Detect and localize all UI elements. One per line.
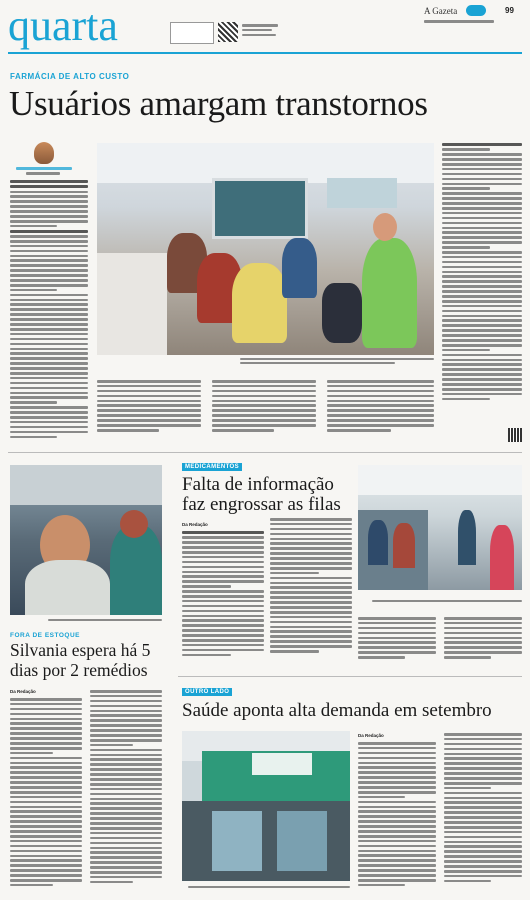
story2-body-col3: [358, 617, 436, 665]
photo-waiting-room-caption: [372, 600, 522, 604]
story3-byline: Da Redação: [10, 689, 36, 694]
section-divider-2: [178, 676, 522, 677]
main-kicker: FARMÁCIA DE ALTO CUSTO: [10, 72, 130, 81]
header-promo-logo: [170, 22, 214, 44]
main-photo-pharmacy-queue: [97, 143, 434, 355]
right-qr-icon: [508, 428, 522, 442]
section-divider-1: [8, 452, 522, 453]
story2-body-col2: [270, 518, 352, 665]
story3-headline-line1: Silvania espera há 5: [10, 640, 151, 660]
photo-woman-waiting: [10, 465, 162, 615]
story2-kicker: MEDICAMENTOS: [182, 463, 242, 471]
story2-body-col1: [182, 531, 264, 665]
author-avatar: [34, 142, 54, 164]
story4-kicker: OUTRO LADO: [182, 688, 232, 696]
header-rule: [8, 52, 522, 54]
story2-headline-line2: faz engrossar as filas: [182, 494, 341, 515]
author-name: [16, 167, 72, 177]
main-body-col1: [10, 180, 88, 442]
page-number: 99: [505, 6, 514, 15]
story2-byline: Da Redação: [182, 522, 208, 527]
story3-kicker: FORA DE ESTOQUE: [10, 632, 80, 639]
story2-headline-line1: Falta de informação: [182, 474, 334, 495]
story4-headline: Saúde aponta alta demanda em setembro: [182, 700, 492, 721]
story4-byline: Da Redação: [358, 733, 384, 738]
header-promo-text: [242, 24, 282, 39]
section-title: quarta: [8, 1, 118, 50]
story4-body-col1: [358, 742, 436, 894]
qr-code-icon: [218, 22, 238, 42]
main-headline: Usuários amargam transtornos: [9, 84, 428, 123]
story4-body-col2: [444, 733, 522, 894]
masthead-badge-icon: [466, 5, 486, 16]
photo-health-building: [182, 731, 350, 881]
story2-body-col4: [444, 617, 522, 665]
masthead-logo: A Gazeta: [424, 6, 458, 16]
story3-body-col1: [10, 698, 82, 894]
main-body-col4: [327, 380, 434, 442]
photo-building-caption: [188, 886, 350, 890]
photo-waiting-room: [358, 465, 522, 590]
section-header: [0, 0, 530, 56]
photo-woman-caption: [48, 619, 162, 623]
main-photo-caption: [240, 358, 434, 367]
story3-body-col2: [90, 690, 162, 894]
masthead-date: [424, 20, 496, 25]
main-body-col3: [212, 380, 316, 442]
story3-headline-line2: dias por 2 remédios: [10, 660, 148, 680]
main-body-col-right: [442, 143, 522, 443]
main-body-col2: [97, 380, 201, 442]
